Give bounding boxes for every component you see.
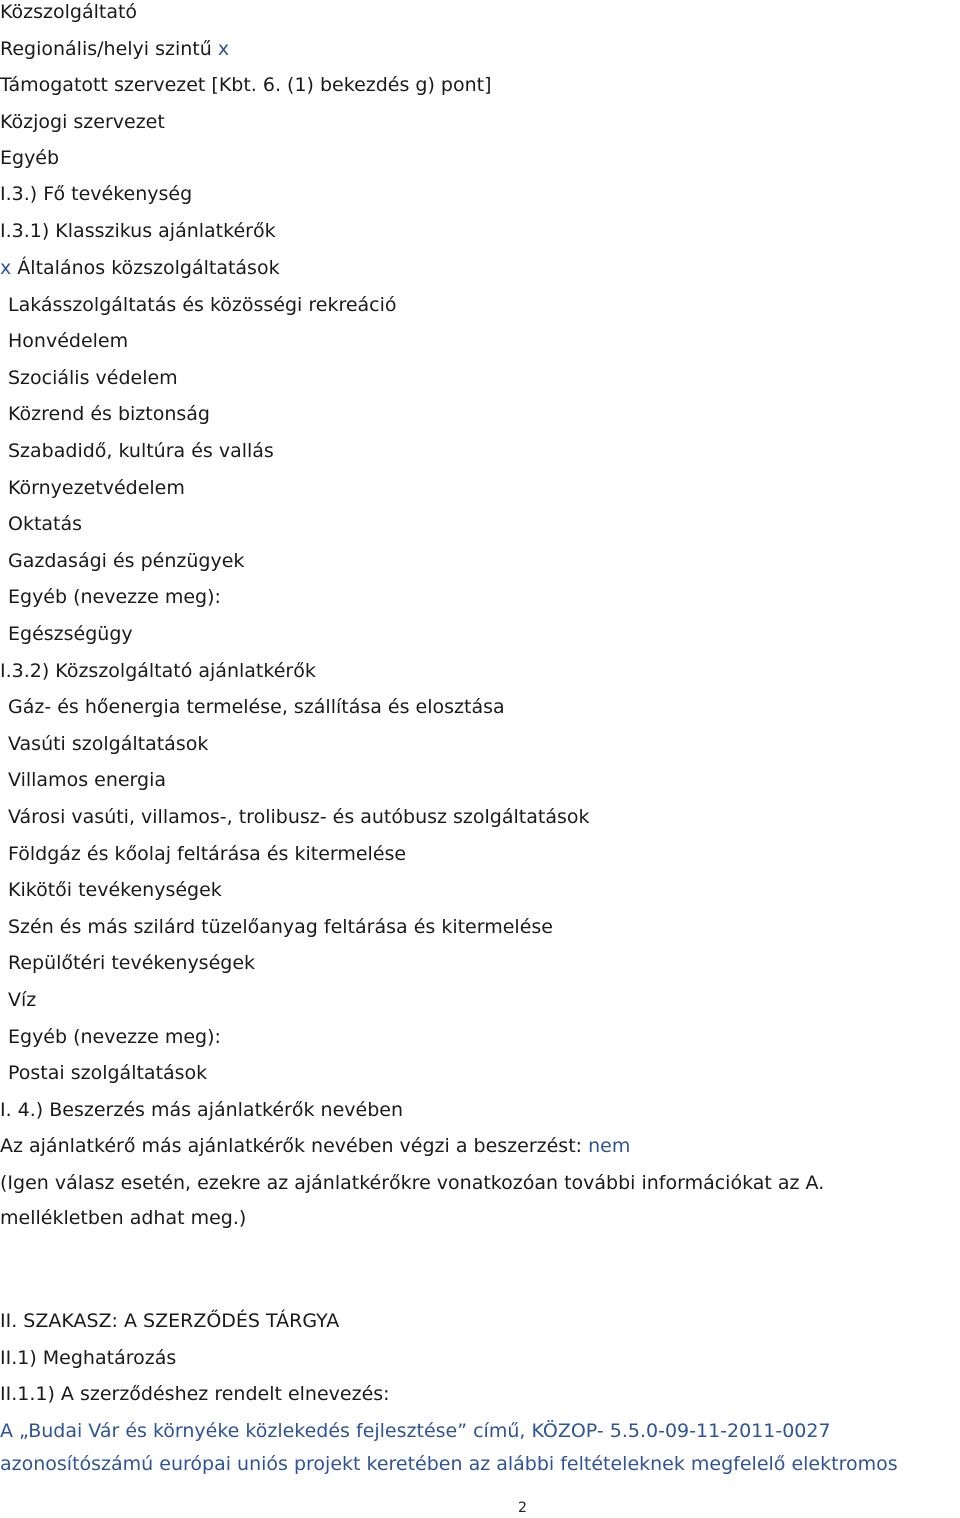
- selection-mark: x: [0, 257, 12, 279]
- text-line: Az ajánlatkérő más ajánlatkérők nevében végzi a beszerzést: nem: [0, 1135, 631, 1157]
- section-heading: II. SZAKASZ: A SZERZŐDÉS TÁRGYA: [0, 1310, 340, 1332]
- text-line: Szabadidő, kultúra és vallás: [8, 440, 274, 462]
- section-heading: I.3.1) Klasszikus ajánlatkérők: [0, 220, 276, 242]
- text-line: Víz: [8, 989, 37, 1011]
- text-line: Városi vasúti, villamos-, trolibusz- és autóbusz szolgáltatások: [8, 806, 590, 828]
- answer-value: nem: [588, 1135, 631, 1157]
- text-line: Vasúti szolgáltatások: [8, 733, 209, 755]
- section-heading: I.3.) Fő tevékenység: [0, 183, 193, 205]
- text-line: Villamos energia: [8, 769, 167, 791]
- text-line: Gáz- és hőenergia termelése, szállítása és elosztása: [8, 696, 505, 718]
- text-line: Közjogi szervezet: [0, 111, 165, 133]
- section-heading: II.1.1) A szerződéshez rendelt elnevezés:: [0, 1383, 390, 1405]
- text-line: Postai szolgáltatások: [8, 1062, 208, 1084]
- text-line: Egyéb (nevezze meg):: [8, 1026, 221, 1048]
- text-line: Szociális védelem: [8, 367, 178, 389]
- text-line: Oktatás: [8, 513, 83, 535]
- text-line: Lakásszolgáltatás és közösségi rekreáció: [8, 294, 397, 316]
- text-line: mellékletben adhat meg.): [0, 1207, 247, 1229]
- text-line: Szén és más szilárd tüzelőanyag feltárása és kitermelése: [8, 916, 553, 938]
- text-line: Egészségügy: [8, 623, 133, 645]
- contract-title-line: A „Budai Vár és környéke közlekedés fejlesztése” című, KÖZOP- 5.5.0-09-11-2011-0027: [0, 1420, 831, 1442]
- text-line: Egyéb (nevezze meg):: [8, 586, 221, 608]
- text-line: Gazdasági és pénzügyek: [8, 550, 245, 572]
- text-line: Földgáz és kőolaj feltárása és kitermelése: [8, 843, 407, 865]
- section-heading: II.1) Meghatározás: [0, 1347, 177, 1369]
- text-line: Környezetvédelem: [8, 477, 185, 499]
- text-line: Kikötői tevékenységek: [8, 879, 222, 901]
- text-line: x Általános közszolgáltatások: [0, 257, 280, 279]
- text-line: Honvédelem: [8, 330, 129, 352]
- section-heading: I. 4.) Beszerzés más ajánlatkérők nevében: [0, 1099, 403, 1121]
- selection-mark: x: [217, 38, 230, 60]
- section-heading: I.3.2) Közszolgáltató ajánlatkérők: [0, 660, 316, 682]
- text-line: Repülőtéri tevékenységek: [8, 952, 256, 974]
- text-line: Közrend és biztonság: [8, 403, 210, 425]
- text-line: (Igen válasz esetén, ezekre az ajánlatkérőkre vonatkozóan további információkat az A.: [0, 1172, 825, 1194]
- text-line: Regionális/helyi szintű x: [0, 38, 230, 60]
- text-line: Egyéb: [0, 147, 60, 169]
- contract-title-line: azonosítószámú európai uniós projekt keretében az alábbi feltételeknek megfelelő elektromos: [0, 1453, 898, 1475]
- text-line: Közszolgáltató: [0, 1, 138, 23]
- page-number: 2: [518, 1500, 527, 1516]
- text-line: Támogatott szervezet [Kbt. 6. (1) bekezdés g) pont]: [0, 74, 492, 96]
